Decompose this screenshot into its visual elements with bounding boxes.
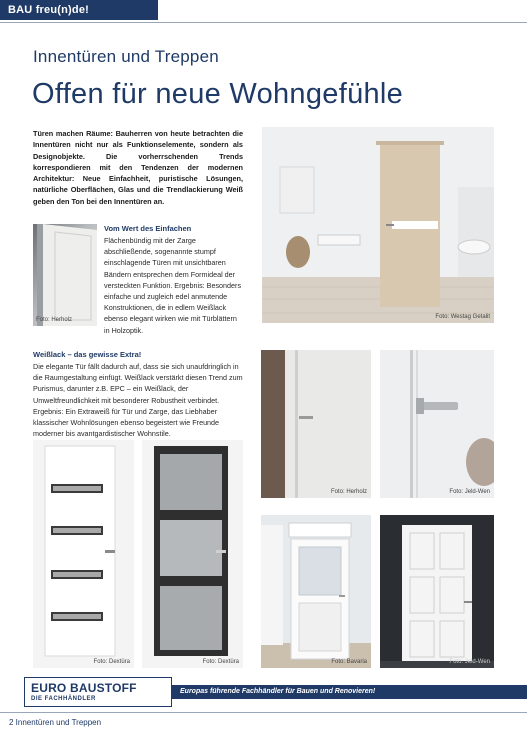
photo-credit: Foto: Dextüra (93, 659, 130, 665)
white-panel-door-dark-wall-photo (380, 515, 494, 668)
footer-tagline: Europas führende Fachhändler für Bauen und Renovieren! (172, 685, 527, 699)
logo-subline: DIE FACHHÄNDLER (31, 696, 96, 702)
section-title-white: Weißlack – das gewisse Extra! (33, 350, 142, 359)
intro-paragraph: Türen machen Räume: Bauherren von heute betrachten die Innentüren nicht nur als Funktionselemente, sondern als Designobjekte. Die vorherrschenden Trends korrespondieren mit den Tendenzen der modernen Architektur: Neue Einfachheit, puristische Lösungen, natürliche Oberflächen, Glas und die Trendlackierung Weiß geben den Ton bei den Innentüren an. (33, 129, 243, 206)
photo-credit: Foto: Jeld-Wen (449, 489, 490, 495)
dark-frame-glass-door-photo (142, 440, 243, 668)
white-door-illustration (33, 440, 134, 668)
photo-credit: Foto: Bavaria (331, 659, 367, 665)
handle-illustration (380, 350, 494, 498)
glazed-classic-door-photo (261, 515, 371, 668)
handle-closeup-photo (380, 350, 494, 498)
euro-baustoff-logo (24, 677, 172, 707)
footer-bar (0, 677, 527, 707)
glass-door-illustration (142, 440, 243, 668)
white-door-slots-photo (33, 440, 134, 668)
bathroom-illustration (262, 127, 494, 323)
photo-credit: Foto: Jeld-Wen (449, 659, 490, 665)
header-divider (0, 22, 527, 23)
section-text-white: Die elegante Tür fällt dadurch auf, dass sie sich unaufdringlich in die Raumgestaltung einfügt. Weißlack verstärkt diesen Trend zum Purismus, darunter z.B. EPC – ein Weißlack, der Umweltfreundlichkeit mit besonderer Robustheit verbindet. Ergebnis: Ein Extraweiß für Tür und Zarge, das Liebhaber klassischer Wohnlösungen ebenso begeistert wie Freunde moderner bis avantgardistischer Wohnstile. (33, 362, 243, 439)
bathroom-door-photo (262, 127, 494, 323)
panel-door-illustration (380, 515, 494, 668)
wood-wall-door-photo (261, 350, 371, 498)
section-title-simple: Vom Wert des Einfachen (104, 224, 192, 233)
photo-credit: Foto: Westag Getalit (435, 314, 490, 320)
section-kicker: Innentüren und Treppen (33, 47, 219, 66)
flush-door-detail-photo (33, 224, 97, 326)
logo-wordmark: EURO BAUSTOFF (31, 681, 137, 695)
page-number-label: 2 Innentüren und Treppen (9, 718, 102, 727)
page-title: Offen für neue Wohngefühle (32, 78, 404, 110)
photo-credit: Foto: Dextüra (202, 659, 239, 665)
magazine-tab: BAU freu(n)de! (0, 0, 158, 20)
section-text-simple: Flächenbündig mit der Zarge abschließende, sogenannte stumpf einschlagende Türen mit unsichtbaren Bändern entsprechen dem Formideal der versteckten Funktion. Ergebnis: Besonders einfache und zugleich edel anmutende Konstruktionen, die in edlem Weißlack ebenso elegant wirken wie mit Türblättern in Holzoptik. (104, 236, 242, 335)
photo-credit: Foto: Herholz (330, 489, 367, 495)
door-edge-illustration (33, 224, 97, 326)
footer-divider (0, 712, 527, 713)
wood-door-illustration (261, 350, 371, 498)
classic-door-illustration (261, 515, 371, 668)
photo-credit: Foto: Herholz (36, 317, 73, 323)
